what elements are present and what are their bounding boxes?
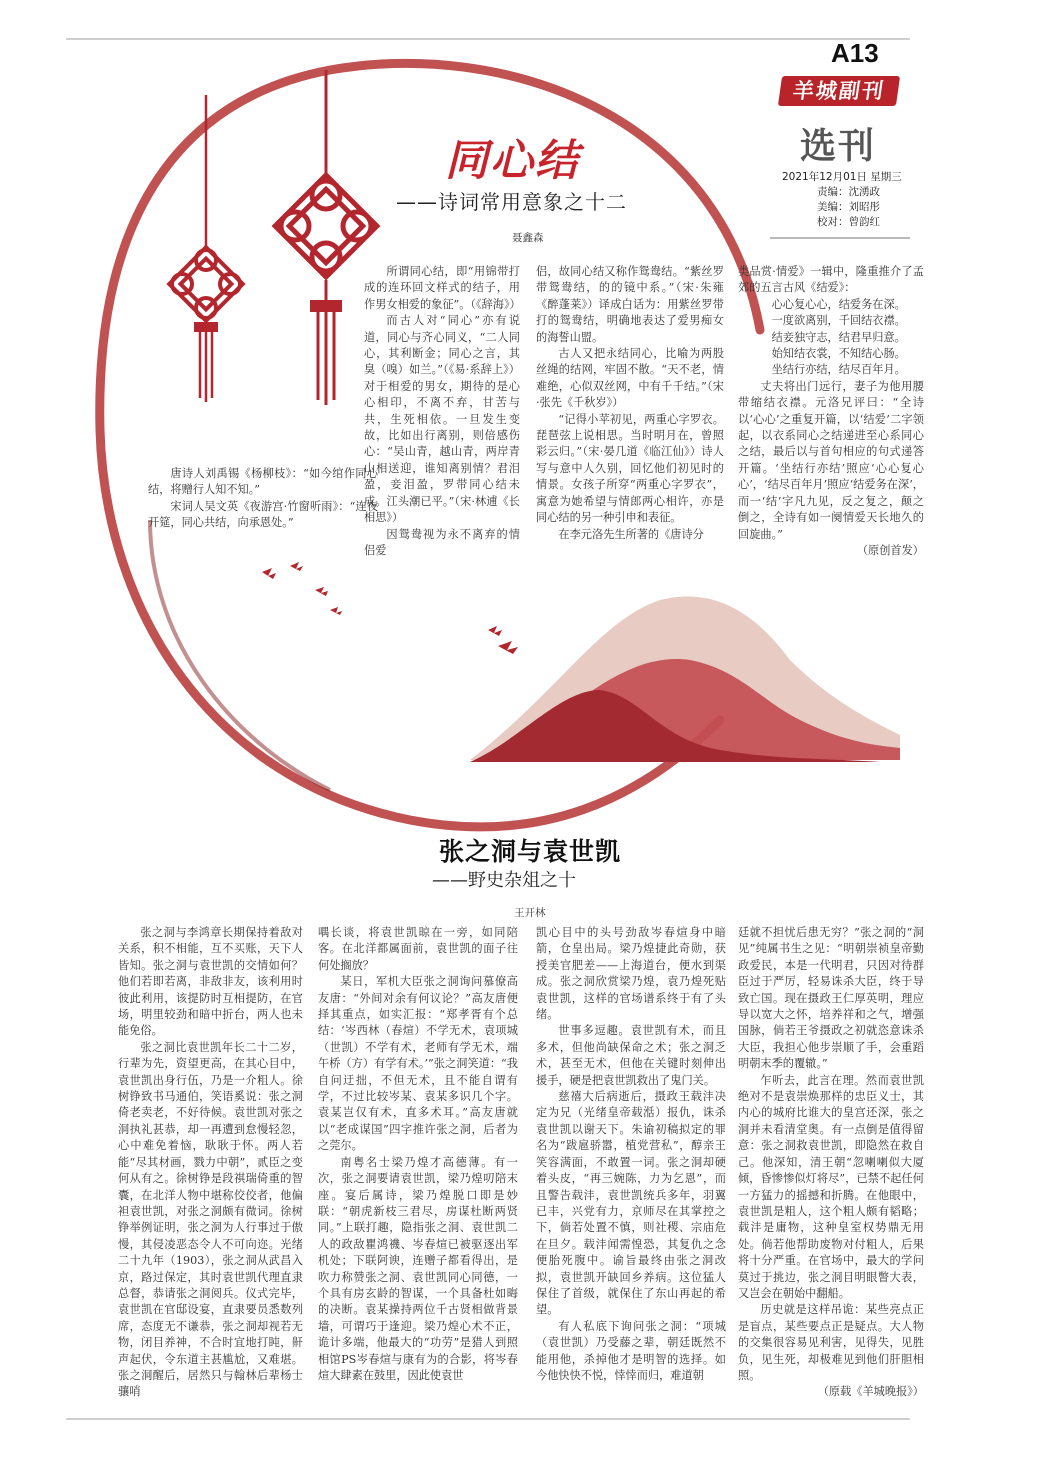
paragraph: 类品赏·情爱》一辑中，隆重推介了孟郊的五言古风《结爱》： <box>738 265 924 295</box>
article1-title: 同心结 <box>445 136 580 186</box>
poem-line: 心心复心心，结爱务在深。 <box>771 297 906 311</box>
source-note: （原创首发） <box>856 543 924 557</box>
paragraph: 凯心目中的头号劲敌岑春煊身中暗箭，仓皇出局。梁乃煌捷此奇勋，获授美官肥差——上海道台，便水到渠成。张之洞欣赏梁乃煌，袁乃煌死贴袁世凯，这样的官场谱系终于有了头绪。 <box>536 926 726 1022</box>
paragraph: 张之洞与李鸿章长期保持着敌对关系，积不相能，互不买账，天下人皆知。张之洞与袁世凯的交情如何？他们若即若离，非敌非友，该利用时彼此利用，该提防时互相提防，在官场，明里较劲和暗中折台，两人也未能免俗。 <box>118 926 303 1038</box>
paragraph: “记得小苹初见，两重心字罗衣。琵琶弦上说相思。当时明月在，曾照彩云归。”（宋·晏几道《临江仙》）诗人写与意中人久别，回忆他们初见时的情景。女孩子所穿“两重心字罗衣”，寓意为她希望与情郎两心相许，亦是同心结的另一种引申和表征。 <box>536 412 724 525</box>
chinese-knot-icon <box>275 70 377 405</box>
article1-col3 <box>536 264 724 543</box>
mountains <box>470 596 900 762</box>
paragraph: 慈禧大后病逝后，摄政王载沣决定为兄（光绪皇帝载湉）报仇，诛杀袁世凯以谢天下。朱谕初稿拟定的罪名为“跋扈骄嚣，植党营私”，醇亲王笑容满面，不敢置一词。张之洞却硬着头皮，“再三婉陈，力为乞恩”，而且警告载沣，袁世凯统兵多年，羽翼已丰，兴党有力，京师尽在其掌控之下，倘若处置不慎，则社稷、宗庙危在旦夕。载沣闻需惶恐，其复仇之念便胎死腹中。谕旨最终由张之洞改拟，袁世凯开缺回乡养病。这位猛人保住了首级，就保住了东山再起的希望。 <box>536 1090 726 1317</box>
article2-subtitle: ——野史杂俎之十 <box>432 870 576 891</box>
paragraph: 所谓同心结，即“用锦带打成的连环回文样式的结子，用作男女相爱的象征”。（《辞海》） <box>364 265 521 311</box>
editor-credit: 责编：沈湧政 <box>817 186 880 198</box>
paragraph: 侣，故同心结又称作鸳鸯结。“紫丝罗带鸳鸯结，的的镜中系。”（宋·朱雍《醉蓬莱》）译成白话为：用紫丝罗带打的鸳鸯结，明确地表达了爱男痴女的海誓山盟。 <box>536 265 724 344</box>
poem-line: 一度欲离别，千回结衣襟。 <box>771 314 906 328</box>
article2-col4 <box>738 925 924 1401</box>
brand-logo: 羊城副刊 <box>778 76 900 106</box>
chinese-knot-small-icon <box>169 95 243 402</box>
article1-subtitle: ——诗词常用意象之十二 <box>396 190 627 214</box>
date-line: 2021年12月01日 星期三 <box>782 171 902 183</box>
article1-col2 <box>364 264 520 559</box>
source-note: （原载《羊城晚报》） <box>817 1385 924 1399</box>
article1-col4 <box>738 264 924 559</box>
article1-col1 <box>148 466 378 532</box>
poem-line: 结妾独守志，结君早归意。 <box>771 330 906 344</box>
paragraph: 在李元洛先生所著的《唐诗分 <box>558 527 704 541</box>
paragraph: 某日，军机大臣张之洞询问慕僚高友唐：“外间对余有何议论？”高友唐便择其重点，如实汇报：“郑孝胥有个总结：‘岑西林（春煊）不学无术，袁项城（世凯）不学有术，老师有学无术，端午桥（方）有学有术。’”张之洞笑道：“我自问迂拙，不但无术，且不能自谓有学，不过比较岑某、袁某多识几个字。袁某岂仅有术，直多术耳。”高友唐就以“老成谋国”四字推许张之洞，后者为之莞尔。 <box>318 975 518 1153</box>
page-number: A13 <box>831 38 879 68</box>
paragraph: 有人私底下询问张之洞：“项城（袁世凯）乃受藤之辈，朝廷既然不能用他，杀掉他才是明智的选择。如今他快快不悦，悻悻而归，难道朝 <box>536 1319 726 1382</box>
article2-author: 王开林 <box>514 907 546 919</box>
paragraph: 宋词人吴文英《夜游宫·竹窗听雨》：“连夜开筵，同心共结，向承恩处。” <box>148 499 378 530</box>
paragraph: 历史就是这样吊诡：某些亮点正是盲点，某些要点正是疑点。大人物的交集很容易见利害，见得失，见胜负，见生死，却极难见到他们肝胆相照。 <box>738 1303 924 1382</box>
article2-col1 <box>118 925 303 1401</box>
paragraph: 唐诗人刘禹锡《杨柳枝》：“如今绾作同心结，将赠行人知不知。” <box>148 467 378 497</box>
section-title: 选刊 <box>800 126 877 167</box>
paragraph: 丈夫将出门远行，妻子为他用腰带缩结衣襟。元洛兄评曰：“全诗以‘心心’之重复开篇，以‘结爱’二字领起，以衣系同心之结递进至心系同心之结，最后以与首句相应的句式递答开篇。‘坐结行亦结’照应‘心心复心心’，‘结尽百年月’照应‘结爱务在深’，而一‘结’字凡九见，反之复之，颠之倒之，全诗有如一阕情爱天长地久的回旋曲。” <box>738 379 924 541</box>
paragraph: 世事多逗趣。袁世凯有术，而且多术，但他尚缺保命之术；张之洞乏术，甚至无术，但他在关键时刻伸出援手，硬是把袁世凯救出了鬼门关。 <box>536 1024 726 1087</box>
proofreader-credit: 校对：曾韵红 <box>817 216 880 228</box>
paragraph: 南粤名士梁乃煌才高德薄。有一次，张之洞要请袁世凯，梁乃煌叨陪末座。宴后属诗，梁乃煌脱口即是妙联：“朝虎新枝三君尽，房谋杜断两贤同。”上联打趣，隐指张之洞、袁世凯二人的政敌瞿鸿禨、岑春煊已被驱逐出军机处；下联阿谀，连赠子都看得出，是吹力称赞张之洞、袁世凯同心同德，一个具有房玄龄的智谋，一个具备杜如晦的决断。袁某操持两位千古贤相做背景墙，可谓巧于逢迎。梁乃煌心术不正，诡计多端，他最大的“功劳”是猎人到照相馆PS岑春煊与康有为的合影，将岑春煊大肆素在鼓里，因此使袁世 <box>318 1155 518 1382</box>
paragraph: 乍听去，此言在理。然而袁世凯绝对不是袁崇焕那样的忠臣义士，其内心的城府比谁大的皇宫还深，张之洞并未看清堂奥。有一点倒是值得留意：张之洞救袁世凯，即隐然在救自己。他深知，清王朝“忽喇喇似大厦倾，昏惨惨似灯将尽”，已禁不起任何一方猛力的摇撼和折腾。在他眼中，袁世凯是粗人，这个粗人颇有韬略；载沣是庸物，这种皇室权势鼎无用处。倘若他帮助废物对付粗人，后果将十分严重。在官场中，最大的学问莫过于挑边，张之洞目明眼瞥大表，又岂会在朝始中翻船。 <box>738 1073 924 1300</box>
article1-author: 聂鑫森 <box>512 232 544 244</box>
paragraph: 张之洞比袁世凯年长二十二岁，行辈为先，资望更高，在其心目中，袁世凯出身行伍，乃是一介粗人。徐树铮致书马通伯，笑语奚说：张之洞倚老卖老，不好待候。袁世凯对张之洞执礼甚恭，却一再遭到怠慢轻忽，心中难免着恼，耿耿于怀。两人若能“尽其材画，戮力中朝”，贰臣之变何从有之。徐树铮是段祺瑞倚重的智囊，在北洋人物中堪称佼佼者，他偏袒袁世凯，对张之洞颇有微词。徐树铮举例证明，张之洞为人行事过于傲慢，其侵凌恶态令人不可向迩。光绪二十九年（1903），张之洞从武昌入京，路过保定，其时袁世凯代理直隶总督，恭请张之洞阅兵。仪式完毕，袁世凯在官邸设宴，直隶要员悉数列席，态度无不谦恭，张之洞却视若无物，闭目养神，不合时宜地打盹，鼾声起伏，令东道主甚尴尬，又难堪。张之洞醒后，居然只与翰林后辈杨士骧哨 <box>118 1040 303 1399</box>
poem-line: 坐结行亦结，结尽百年月。 <box>771 363 906 377</box>
paragraph: 而古人对“同心”亦有说道，同心与齐心同义，“二人同心，其利断金；同心之言，其臭（嗅）如兰。”（《易·系辞上》）对于相爱的男女，期待的是心心相印，不离不弃，甘苦与共，生死相依。一旦发生变故，比如出行离别，则倍感伤心：“吴山青，越山青，两岸青山相送迎，谁知离别情？君泪盈，妾泪盈，罗带同心结未成。江头潮已平。”（宋·林逋《长相思》） <box>364 314 520 525</box>
paragraph: 古人又把永结同心，比喻为两股丝绳的结网，牢固不散。“天不老，情难绝，心似双丝网，中有千千结。”（宋·张先《千秋岁》） <box>536 347 724 410</box>
paragraph: 因鸳鸯视为永不离弃的情侣爱 <box>364 527 520 557</box>
article2-title: 张之洞与袁世凯 <box>438 837 621 866</box>
designer-credit: 美编：刘昭彤 <box>817 201 880 213</box>
paragraph: 廷就不担忧后患无穷？”张之洞的“洞见”纯属书生之见：“明朝崇祯皇帝勤政爱民，本是一代明君，只因对待群臣过于严厉，轻易诛杀大臣，终于导致亡国。现在摄政王仁厚英明，理应导以宽大之怀，培养祥和之气，增强国脉，倘若王爷摄政之初就恣意诛杀大臣，我担心他步崇顺了手，会重蹈明朝末季的覆辙。” <box>738 926 924 1071</box>
birds-icon <box>262 562 518 654</box>
poem-line: 始知结衣裳，不知结心肠。 <box>771 347 906 361</box>
article2-col2 <box>318 925 518 1384</box>
article2-col3 <box>536 925 726 1384</box>
paragraph: 喁长谈，将袁世凯晾在一旁，如同陪客。在北洋都属面前，袁世凯的面子往何处搁放？ <box>318 926 518 972</box>
